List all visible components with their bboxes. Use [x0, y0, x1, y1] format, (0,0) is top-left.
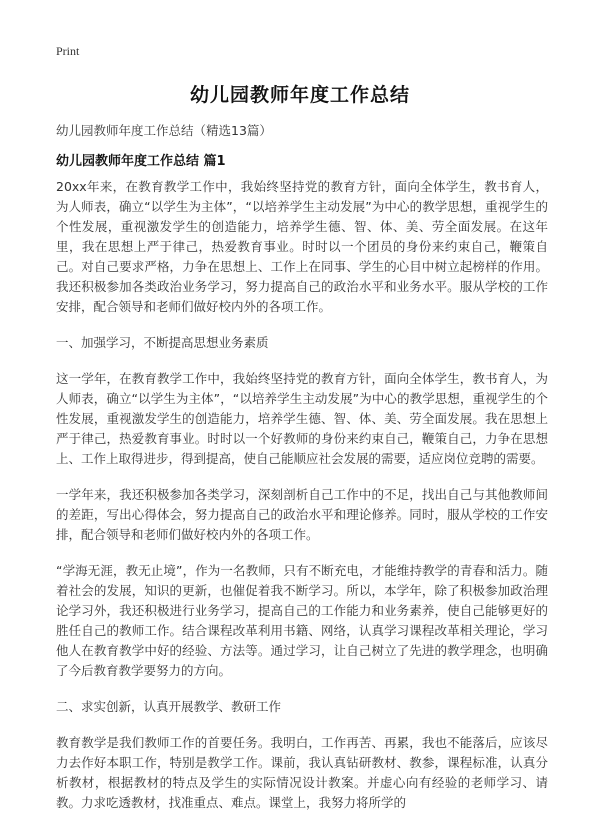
document-title: 幼儿园教师年度工作总结 [189, 84, 410, 106]
paragraph-study-reflection: 一学年来，我还积极参加各类学习，深刻剖析自己工作中的不足，找出自己与其他教师间的差距，写出心得体会，努力提高自己的政治水平和理论修养。同时，服从学校的工作安排，配合领导和老师们做好校内外的各项工作。 [56, 487, 548, 542]
section-heading: 幼儿园教师年度工作总结 篇1 [56, 154, 226, 169]
document-body [56, 177, 548, 813]
paragraph-intro: 20xx年来，在教育教学工作中，我始终坚持党的教育方针，面向全体学生，教书育人，为人师表，确立“以学生为主体”，“以培养学生主动发展”为中心的教学思想，重视学生的个性发展，重视激发学生的创造能力，培养学生德、智、体、美、劳全面发展。在这年里，我在思想上严于律己，热爱教育事业。时时以一个团员的身份来约束自己，鞭策自己。对自己要求严格，力争在思想上、工作上在同事、学生的心目中树立起榜样的作用。我还积极参加各类政治业务学习，努力提高自己的政治水平和业务水平。服从学校的工作安排，配合领导和老师们做好校内外的各项工作。 [56, 179, 548, 314]
paragraph-study-year: 这一学年，在教育教学工作中，我始终坚持党的教育方针，面向全体学生，教书育人，为人师表，确立“以学生为主体”，“以培养学生主动发展”为中心的教学思想，重视学生的个性发展，重视激发学生的创造能力，培养学生德、智、体、美、劳全面发展。我在思想上严于律己，热爱教育事业。时时以一个好教师的身份来约束自己，鞭策自己，力争在思想上、工作上取得进步，得到提高，使自己能顺应社会发展的需要，适应岗位竞聘的需要。 [56, 371, 548, 466]
paragraph-lifelong-learning: “学海无涯，教无止境”，作为一名教师，只有不断充电，才能维持教学的青春和活力。随着社会的发展，知识的更新，也催促着我不断学习。所以，本学年，除了积极参加政治理论学习外，我还积极进行业务学习，提高自己的工作能力和业务素养，使自己能够更好的胜任自己的教师工作。结合课程改革利用书籍、网络，认真学习课程改革相关理论，学习他人在教育教学中好的经验、方法等。通过学习，让自己树立了先进的教学理念，也明确了今后教育教学要努力的方向。 [56, 563, 548, 678]
subheading-teaching: 二、求实创新，认真开展教学、教研工作 [56, 699, 282, 714]
paragraph-teaching-work: 教育教学是我们教师工作的首要任务。我明白，工作再苦、再累，我也不能落后，应该尽力去作好本职工作，特别是教学工作。课前，我认真钻研教材、教参，课程标准，认真分析教材，根据教材的特点及学生的实际情况设计教案。并虚心向有经验的老师学习、请教。力求吃透教材，找准重点、难点。课堂上，我努力将所学的 [56, 735, 548, 810]
document-subtitle: 幼儿园教师年度工作总结（精选13篇） [56, 123, 272, 138]
subheading-study: 一、加强学习，不断提高思想业务素质 [56, 335, 269, 350]
print-link[interactable]: Print [56, 44, 80, 58]
